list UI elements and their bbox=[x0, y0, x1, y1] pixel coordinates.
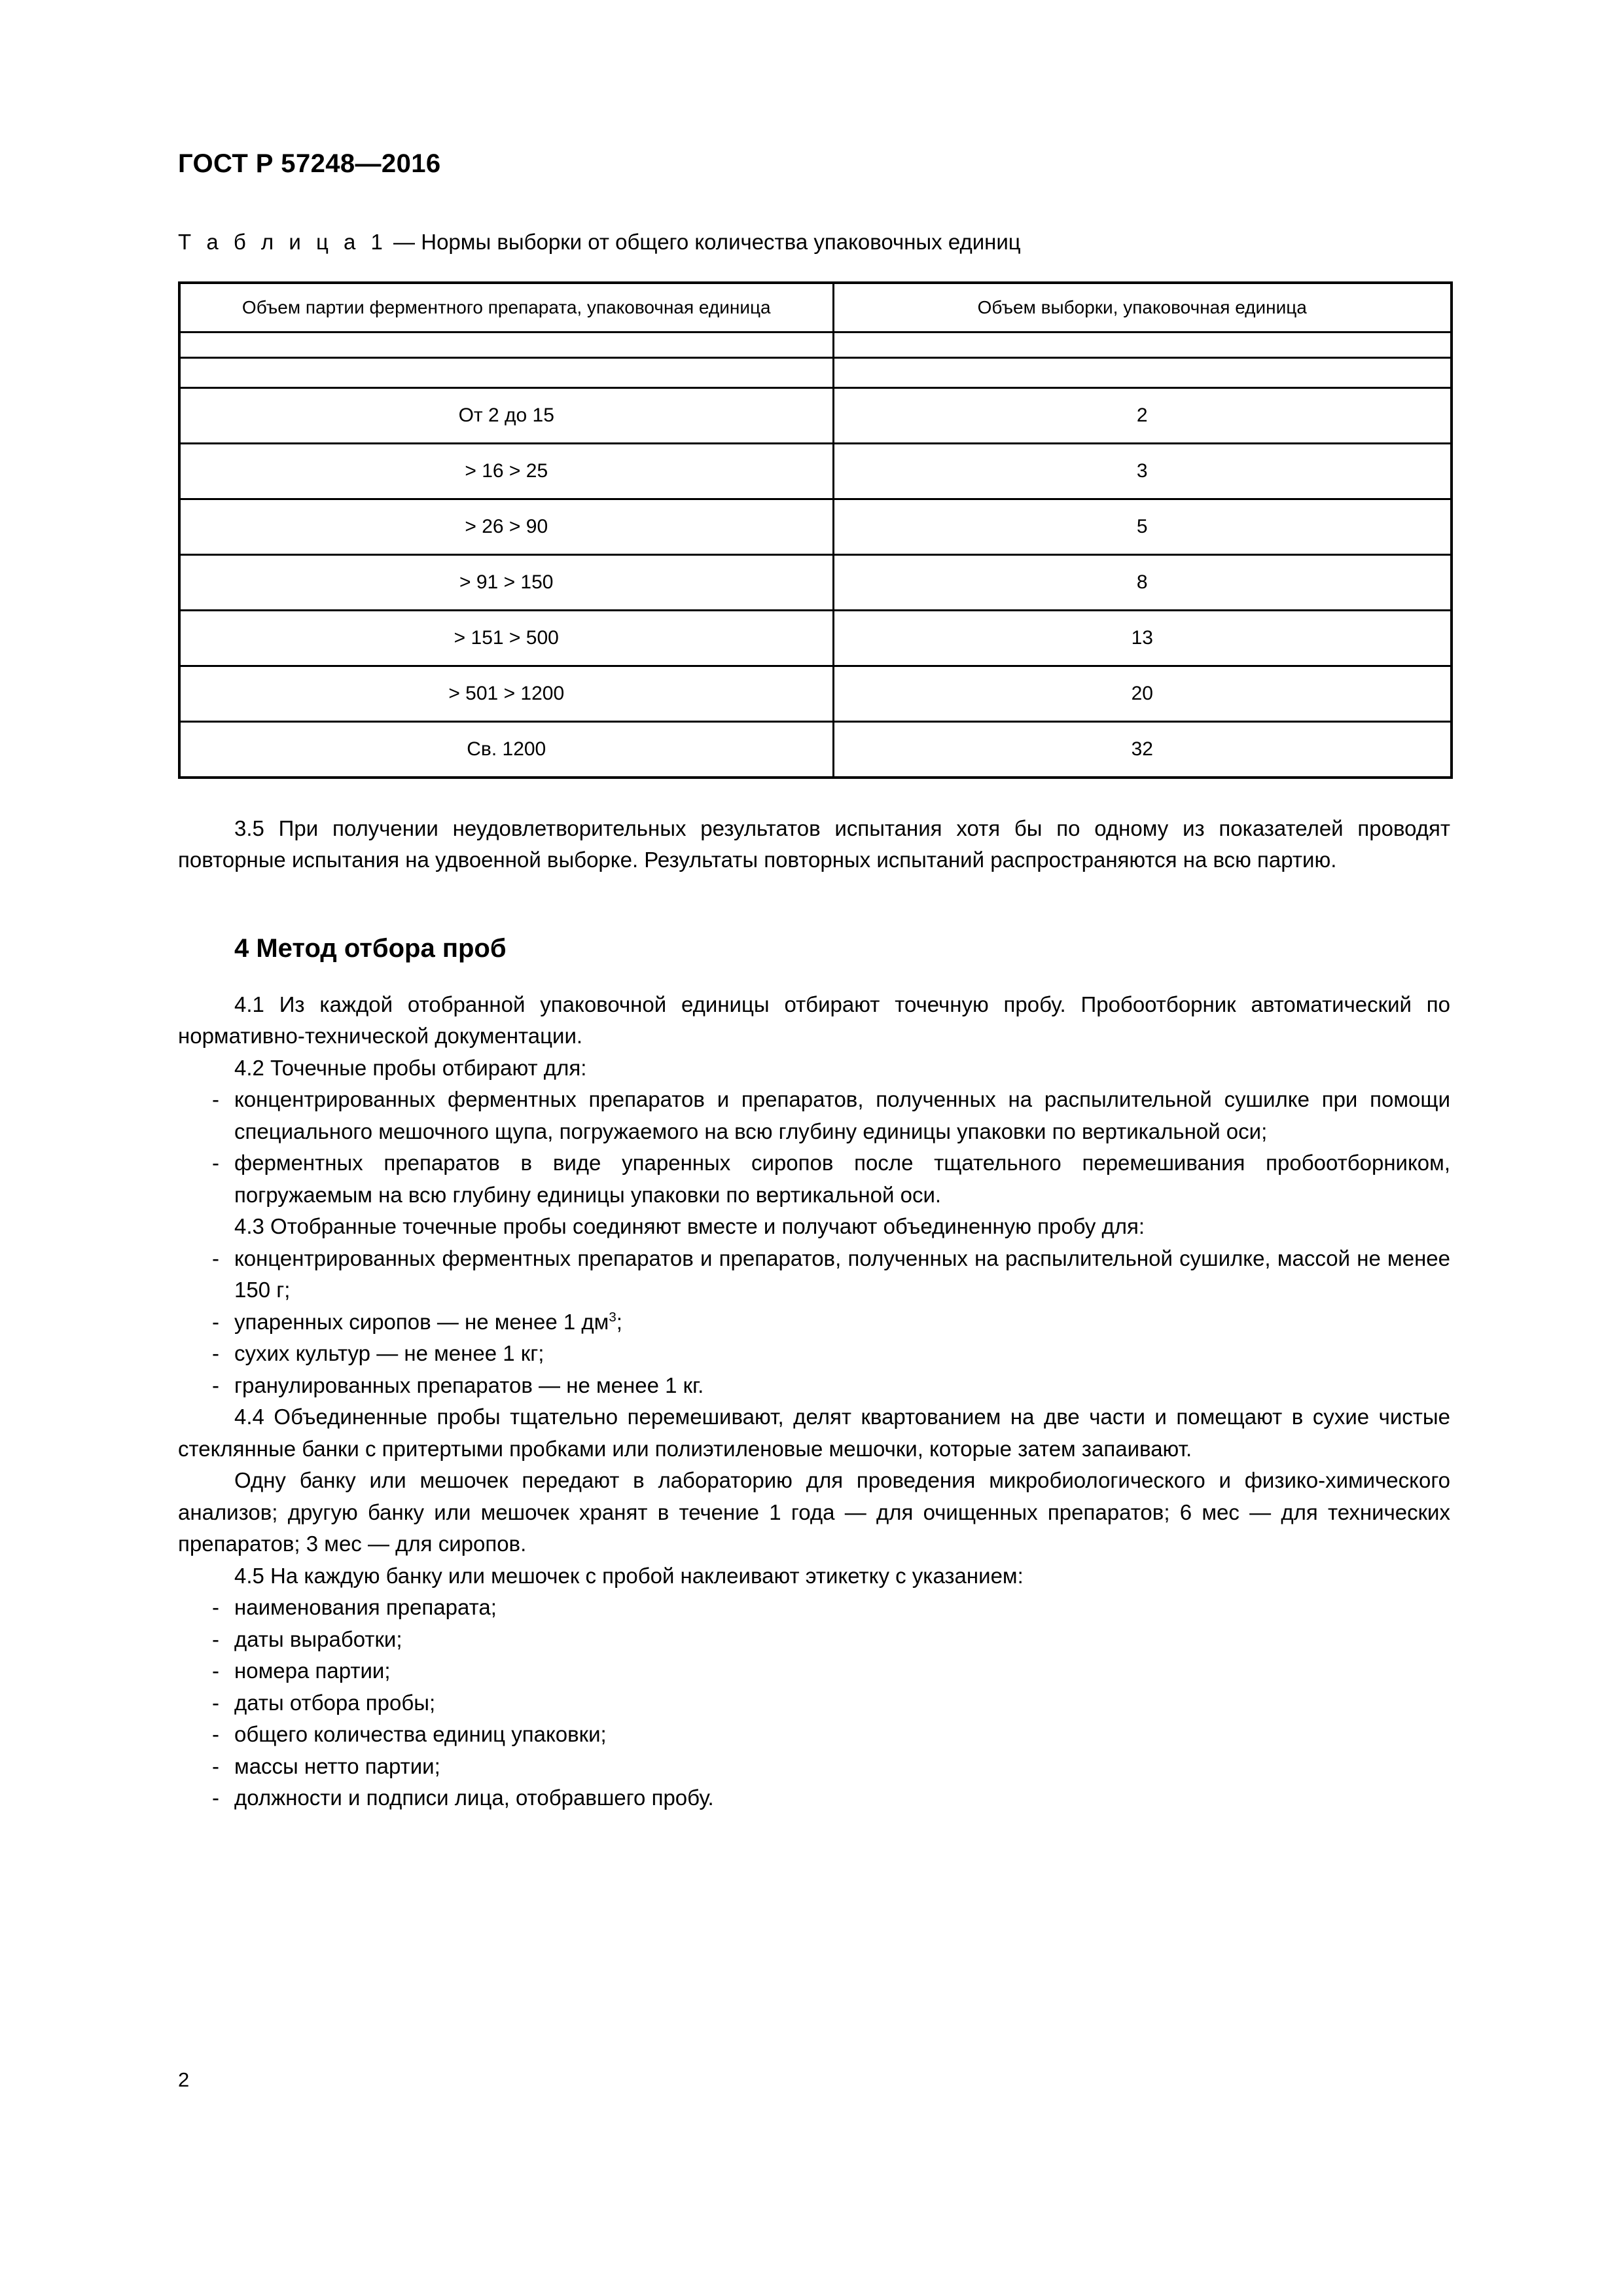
table-cell-sample: 3 bbox=[833, 443, 1452, 499]
sampling-norms-table bbox=[178, 281, 1453, 779]
table-cell-range: От 2 до 15 bbox=[179, 387, 833, 443]
table-row bbox=[179, 443, 1452, 499]
double-rule-line-left bbox=[181, 357, 832, 363]
table-header-sample-volume: Объем выборки, упаковочная единица bbox=[833, 283, 1452, 332]
clause-4-2: 4.2 Точечные пробы отбирают для: bbox=[234, 1055, 587, 1080]
list-item-terminator: ; bbox=[616, 1309, 622, 1334]
list-item: - номера партии; bbox=[178, 1655, 1450, 1687]
table-row bbox=[179, 721, 1452, 778]
table-cell-range: > 501 > 1200 bbox=[179, 666, 833, 721]
table-row bbox=[179, 666, 1452, 721]
list-item: - концентрированных ферментных препаратов и препаратов, полученных на распылительной сушилке при помощи специального мешочного щупа, погружаемого на всю глубину единицы упаковки по вертикальной оси; bbox=[178, 1084, 1450, 1147]
table-row bbox=[179, 499, 1452, 554]
table-rule-cell-right bbox=[833, 332, 1452, 387]
clause-4-3-list bbox=[178, 1243, 1450, 1402]
clause-4-5-list bbox=[178, 1592, 1450, 1814]
table-cell-sample: 8 bbox=[833, 554, 1452, 610]
list-item: - концентрированных ферментных препаратов и препаратов, полученных на распылительной сушилке, массой не менее 150 г; bbox=[178, 1243, 1450, 1306]
table-body bbox=[179, 332, 1452, 778]
clause-4-1: 4.1 Из каждой отобранной упаковочной единицы отбирают точечную пробу. Пробоотборник автоматический по нормативно-технической документации. bbox=[178, 992, 1450, 1049]
table-cell-sample: 2 bbox=[833, 387, 1452, 443]
clause-4-2-list bbox=[178, 1084, 1450, 1211]
table-cell-sample: 13 bbox=[833, 610, 1452, 666]
list-item: - наименования препарата; bbox=[178, 1592, 1450, 1624]
list-item: - общего количества единиц упаковки; bbox=[178, 1719, 1450, 1751]
table-row bbox=[179, 387, 1452, 443]
table-cell-range: > 16 > 25 bbox=[179, 443, 833, 499]
clause-4-4: 4.4 Объединенные пробы тщательно перемешивают, делят квартованием на две части и помещают в сухие чистые стеклянные банки с притертыми пробками или полиэтиленовые мешочки, которые затем запаивают. bbox=[178, 1405, 1450, 1461]
cubic-exponent: 3 bbox=[609, 1309, 616, 1325]
table-cell-range: Св. 1200 bbox=[179, 721, 833, 778]
table-cell-range: > 151 > 500 bbox=[179, 610, 833, 666]
clause-4-3: 4.3 Отобранные точечные пробы соединяют вместе и получают объединенную пробу для: bbox=[234, 1214, 1145, 1239]
clause-4-5: 4.5 На каждую банку или мешочек с пробой наклеивают этикетку с указанием: bbox=[234, 1563, 1024, 1588]
clause-4-4-storage: Одну банку или мешочек передают в лабораторию для проведения микробиологического и физико-химического анализов; другую банку или мешочек хранят в течение 1 года — для очищенных препаратов; 6 мес — для технических препаратов; 3 мес — для сиропов. bbox=[178, 1468, 1450, 1556]
table-header-batch-volume: Объем партии ферментного препарата, упаковочная единица bbox=[179, 283, 833, 332]
table-caption-dash: — bbox=[387, 230, 421, 254]
table-cell-sample: 32 bbox=[833, 721, 1452, 778]
table-cell-range: > 91 > 150 bbox=[179, 554, 833, 610]
list-item: - ферментных препаратов в виде упаренных сиропов после тщательного перемешивания пробоотборником, погружаемым на всю глубину единицы упаковки по вертикальной оси. bbox=[178, 1147, 1450, 1211]
table-head bbox=[179, 283, 1452, 332]
table-cell-sample: 5 bbox=[833, 499, 1452, 554]
list-item: - массы нетто партии; bbox=[178, 1751, 1450, 1783]
table-row bbox=[179, 610, 1452, 666]
table-caption-label: Т а б л и ц а 1 bbox=[178, 230, 387, 254]
table-header-row bbox=[179, 283, 1452, 332]
list-item-text: упаренных сиропов — не менее 1 дм bbox=[234, 1309, 609, 1334]
table-cell-sample: 20 bbox=[833, 666, 1452, 721]
double-rule-line-right bbox=[834, 357, 1451, 363]
list-item: - даты выработки; bbox=[178, 1624, 1450, 1656]
list-item: - должности и подписи лица, отобравшего пробу. bbox=[178, 1782, 1450, 1814]
table-header-double-rule bbox=[179, 332, 1452, 387]
table-cell-range: > 26 > 90 bbox=[179, 499, 833, 554]
list-item: - сухих культур — не менее 1 кг; bbox=[178, 1338, 1450, 1370]
clause-3-5: 3.5 При получении неудовлетворительных результатов испытания хотя бы по одному из показателей проводят повторные испытания на удвоенной выборке. Результаты повторных испытаний распространяются на всю партию. bbox=[178, 816, 1450, 872]
document-header-standard-number: ГОСТ Р 57248—2016 bbox=[178, 149, 441, 178]
page-number: 2 bbox=[178, 2068, 190, 2091]
table-caption-text: Нормы выборки от общего количества упаковочных единиц bbox=[421, 230, 1021, 254]
page-content bbox=[178, 0, 1450, 1814]
table-row bbox=[179, 554, 1452, 610]
table-rule-cell-left bbox=[179, 332, 833, 387]
table-caption bbox=[178, 229, 1450, 255]
list-item bbox=[178, 1306, 1450, 1338]
list-item: - гранулированных препаратов — не менее 1 кг. bbox=[178, 1370, 1450, 1402]
section-4-heading: 4 Метод отбора проб bbox=[234, 933, 507, 963]
list-item: - даты отбора пробы; bbox=[178, 1687, 1450, 1719]
